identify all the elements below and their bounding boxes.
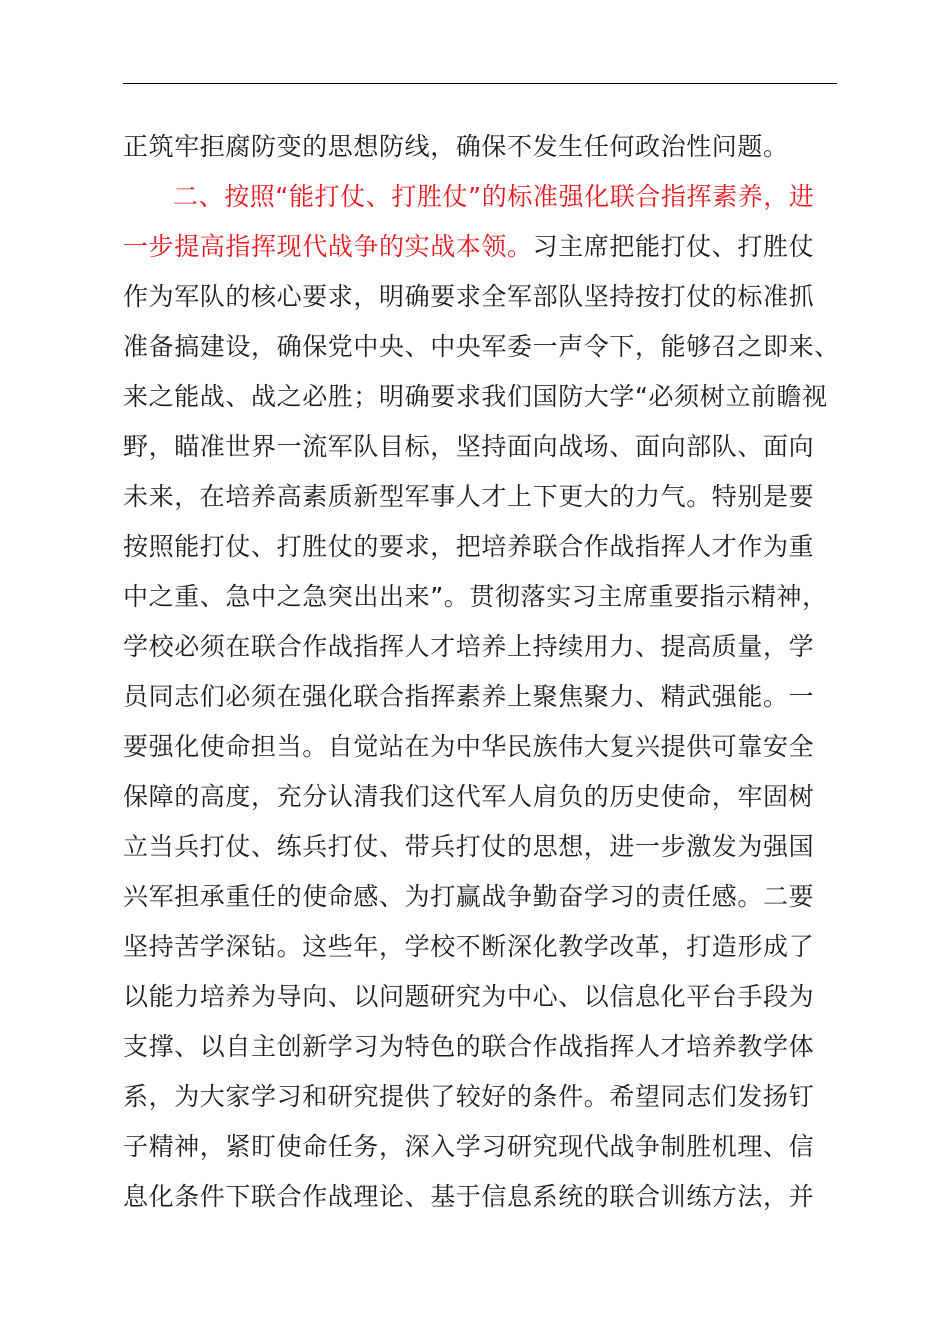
text-line [123,922,843,972]
line-text: 未来，在培养高素质新型军事人才上下更大的力气。特别是要 [123,482,815,511]
text-line [123,972,843,1022]
section-heading: 一步提高指挥现代战争的实战本领。 [123,232,533,261]
line-text: 系，为大家学习和研究提供了较好的条件。希望同志们发扬钉 [123,1082,815,1111]
line-text: 正筑牢拒腐防变的思想防线，确保不发生任何政治性问题。 [123,132,789,161]
line-text: 保障的高度，充分认清我们这代军人肩负的历史使命，牢固树 [123,782,815,811]
text-line [123,1022,843,1072]
text-line [123,572,843,622]
line-text: 息化条件下联合作战理论、基于信息系统的联合训练方法，并 [123,1182,815,1211]
line-text: 兴军担承重任的使命感、为打赢战争勤奋学习的责任感。二要 [123,882,815,911]
text-line [123,372,843,422]
text-line [123,772,843,822]
section-heading-line [123,222,843,272]
line-text: 中之重、急中之急突出出来”。贯彻落实习主席重要指示精神， [123,582,828,611]
line-text: 要强化使命担当。自觉站在为中华民族伟大复兴提供可靠安全 [123,732,815,761]
text-line [123,272,843,322]
line-text: 子精神，紧盯使命任务，深入学习研究现代战争制胜机理、信 [123,1132,815,1161]
text-line [123,422,843,472]
line-text: 野，瞄准世界一流军队目标，坚持面向战场、面向部队、面向 [123,432,815,461]
line-text: 准备搞建设，确保党中央、中央军委一声令下，能够召之即来、 [123,332,840,361]
line-text: 来之能战、战之必胜；明确要求我们国防大学“必须树立前瞻视 [123,382,828,411]
text-line [123,522,843,572]
section-heading-line [123,172,843,222]
header-rule [123,83,837,84]
line-text: 以能力培养为导向、以问题研究为中心、以信息化平台手段为 [123,982,815,1011]
text-line [123,472,843,522]
text-line [123,322,843,372]
text-line [123,822,843,872]
text-line [123,622,843,672]
line-text: 按照能打仗、打胜仗的要求，把培养联合作战指挥人才作为重 [123,532,815,561]
text-line [123,672,843,722]
text-line [123,122,843,172]
text-line [123,872,843,922]
text-line [123,1122,843,1172]
body-text [123,122,843,1222]
text-line [123,1172,843,1222]
line-text: 员同志们必须在强化联合指挥素养上聚焦聚力、精武强能。一 [123,682,815,711]
line-text: 习主席把能打仗、打胜仗 [532,232,815,261]
section-heading: 二、按照“能打仗、打胜仗”的标准强化联合指挥素养，进 [173,182,815,211]
line-text: 支撑、以自主创新学习为特色的联合作战指挥人才培养教学体 [123,1032,815,1061]
line-text: 作为军队的核心要求，明确要求全军部队坚持按打仗的标准抓 [123,282,815,311]
line-text: 坚持苦学深钻。这些年，学校不断深化教学改革，打造形成了 [123,932,815,961]
text-line [123,722,843,772]
text-line [123,1072,843,1122]
line-text: 学校必须在联合作战指挥人才培养上持续用力、提高质量，学 [123,632,815,661]
line-text: 立当兵打仗、练兵打仗、带兵打仗的思想，进一步激发为强国 [123,832,815,861]
